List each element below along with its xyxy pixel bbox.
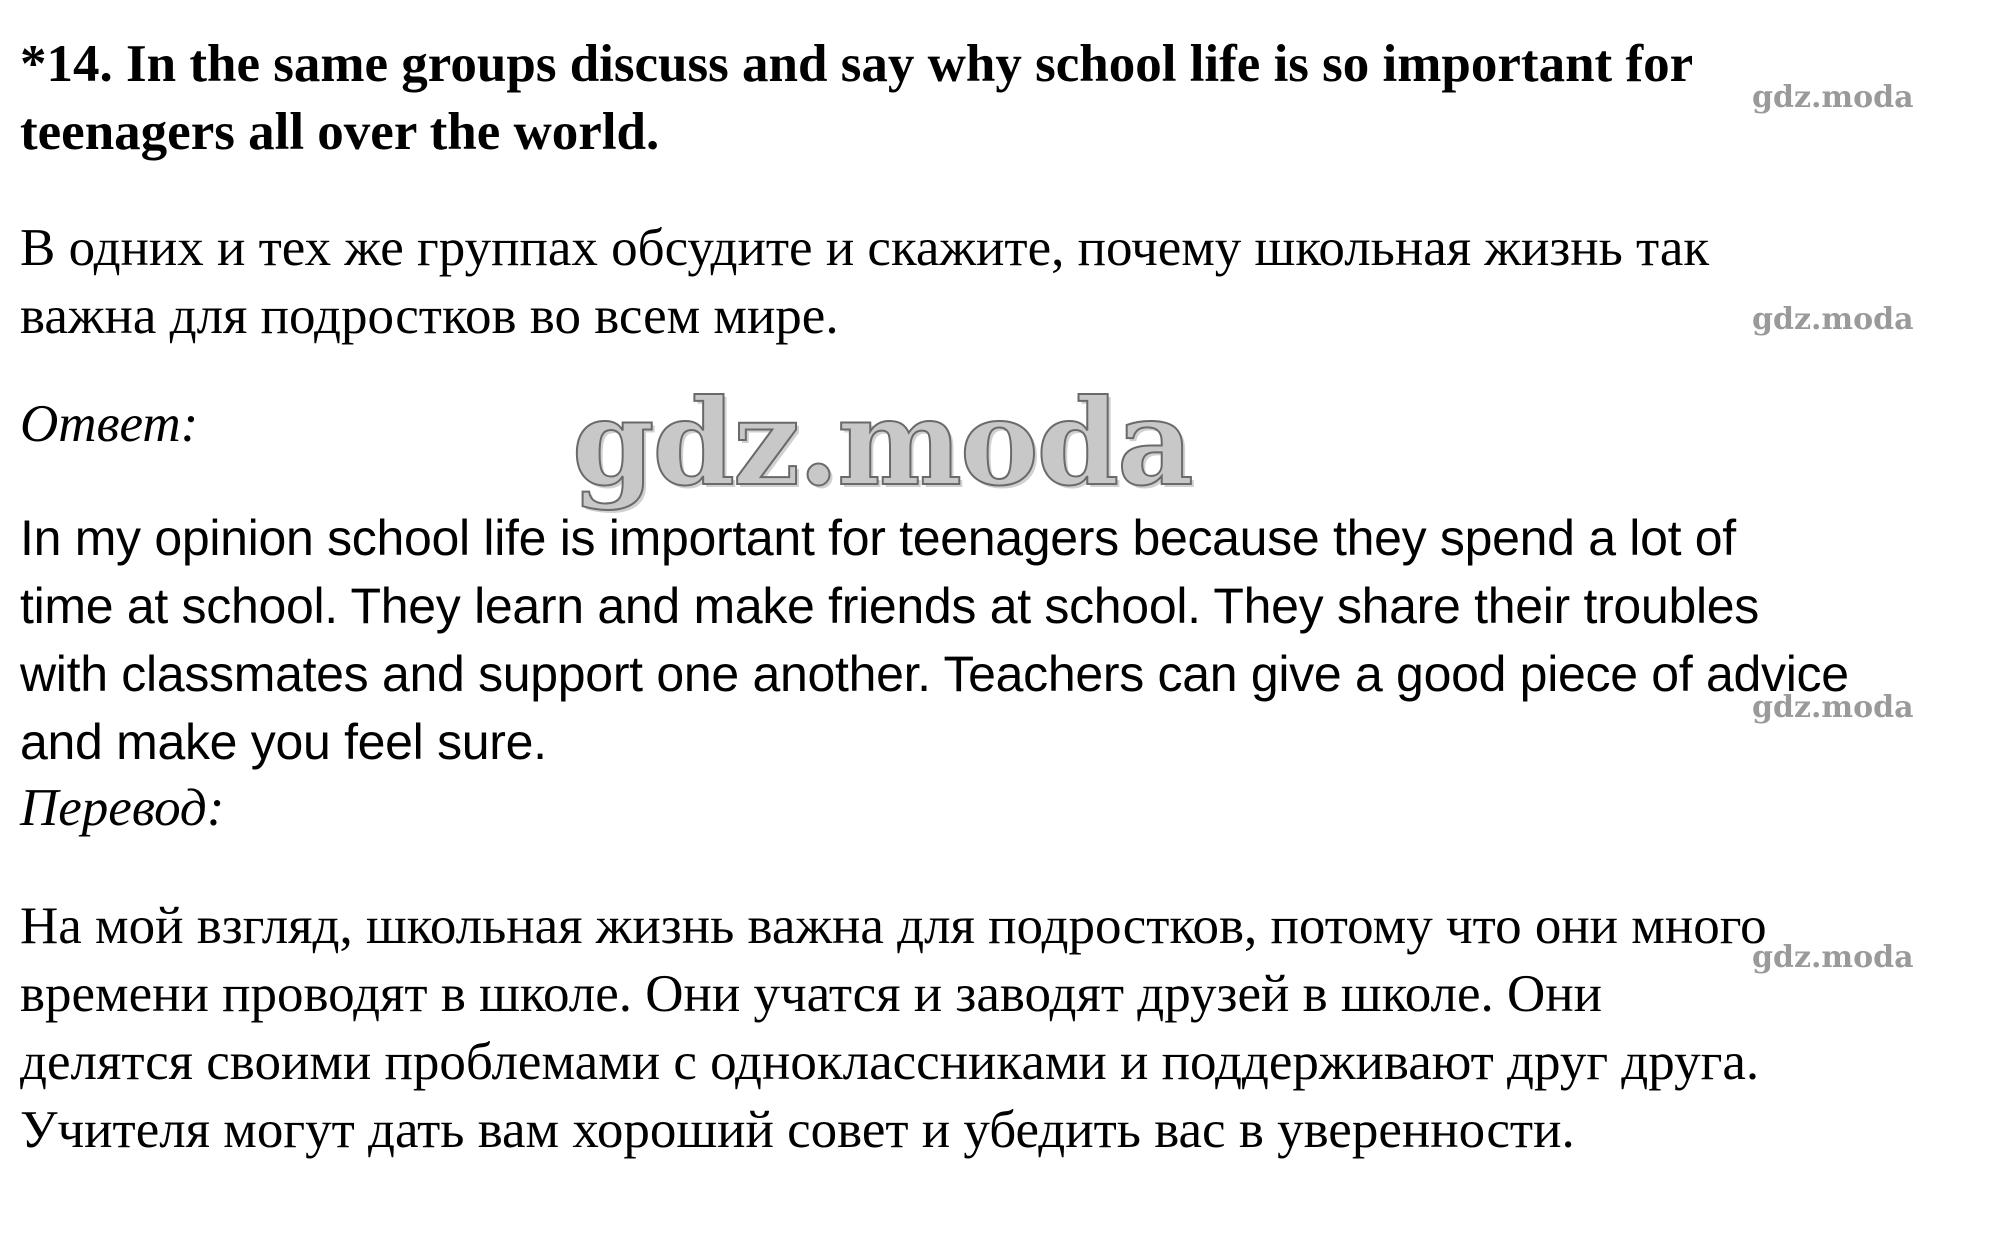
task-translation-line-2: важна для подростков во всем мире. xyxy=(20,287,839,345)
task-line-1: *14. In the same groups discuss and say why school life is so important for xyxy=(20,35,1694,93)
translation-label: Перевод: xyxy=(20,779,225,837)
watermark-small: gdz.moda xyxy=(1752,80,1914,115)
answer-line-1: In my opinion school life is important for teenagers because they spend a lot of xyxy=(20,510,1736,566)
task-translation xyxy=(20,214,1709,350)
translation-line-4: Учителя могут дать вам хороший совет и убедить вас в уверенности. xyxy=(20,1101,1575,1159)
answer-line-4: and make you feel sure. xyxy=(20,714,547,770)
task-heading xyxy=(20,30,1693,166)
answer-line-3: with classmates and support one another. Teachers can give a good piece of advice xyxy=(20,646,1849,702)
watermark-large: gdz.moda xyxy=(572,373,1192,512)
translation-line-1: На мой взгляд, школьная жизнь важна для подростков, потому что они много xyxy=(20,897,1767,955)
translation-line-2: времени проводят в школе. Они учатся и заводят друзей в школе. Они xyxy=(20,965,1603,1023)
watermark-small: gdz.moda xyxy=(1752,690,1914,725)
task-translation-line-1: В одних и тех же группах обсудите и скажите, почему школьная жизнь так xyxy=(20,219,1710,277)
answer-line-2: time at school. They learn and make friends at school. They share their troubles xyxy=(20,578,1759,634)
answer-label: Ответ: xyxy=(20,395,199,453)
translation-line-3: делятся своими проблемами с одноклассниками и поддерживают друг друга. xyxy=(20,1033,1760,1091)
watermark-small: gdz.moda xyxy=(1752,302,1914,337)
translation-text xyxy=(20,892,1767,1164)
answer-text xyxy=(20,504,1849,776)
watermark-small: gdz.moda xyxy=(1752,940,1914,975)
task-line-2: teenagers all over the world. xyxy=(20,103,660,161)
